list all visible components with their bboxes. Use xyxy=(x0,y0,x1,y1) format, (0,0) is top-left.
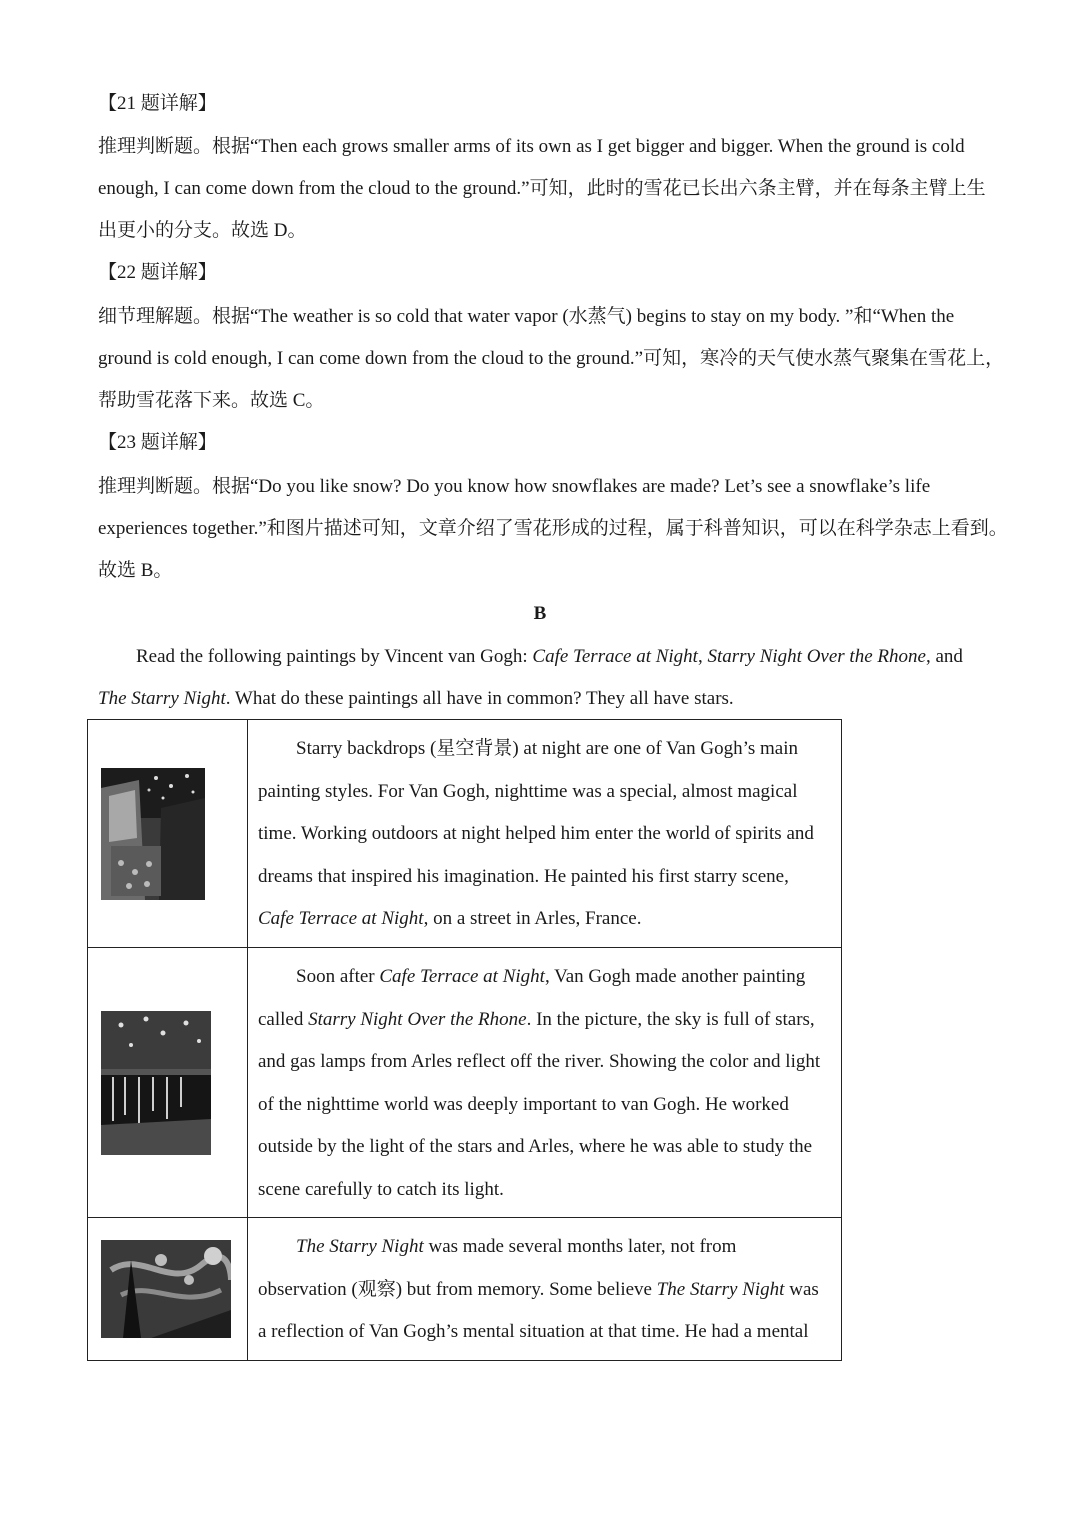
painting-image xyxy=(101,768,205,900)
painting-image xyxy=(101,1240,231,1338)
row-text-segment: was made several months later, not from xyxy=(423,1236,737,1258)
q22-line-2: ground is cold enough, I can come down from the cloud to the ground.”可知，寒冷的天气使水蒸气聚集在雪花上， xyxy=(98,348,1005,369)
q21-line-1: 推理判断题。根据“Then each grows smaller arms of its own as I get bigger and bigger. When the ground is cold xyxy=(98,136,965,157)
row-line xyxy=(258,1311,833,1354)
intro-text: . What do these paintings all have in common? They all have stars. xyxy=(225,688,734,709)
row-line xyxy=(258,956,833,999)
painting-title-rhone: Starry Night Over the Rhone xyxy=(707,646,926,667)
row-text-segment: of the nighttime world was deeply important to van Gogh. He worked xyxy=(258,1093,789,1115)
q23-line-2: experiences together.”和图片描述可知，文章介绍了雪花形成的过程，属于科普知识，可以在科学杂志上看到。 xyxy=(98,518,1008,539)
row-text-segment: and gas lamps from Arles reflect off the river. Showing the color and light xyxy=(258,1051,821,1072)
painting-title: The Starry Night xyxy=(296,1236,424,1258)
section-b-title: B xyxy=(533,603,547,624)
painting-description xyxy=(248,720,842,948)
q22-heading: 【22 题详解】 xyxy=(98,262,217,283)
painting-cell xyxy=(88,948,248,1218)
row-line xyxy=(258,1169,833,1212)
row-line xyxy=(258,999,833,1042)
row-text xyxy=(258,728,833,941)
q21-heading: 【21 题详解】 xyxy=(98,93,217,114)
painting-cell xyxy=(88,1218,248,1361)
q21-line-3: 出更小的分支。故选 D。 xyxy=(98,220,307,241)
row-line xyxy=(258,856,833,899)
painting-cell xyxy=(88,720,248,948)
paintings-table xyxy=(87,719,842,1361)
row-text-segment: painting styles. For Van Gogh, nighttime was a special, almost magical xyxy=(258,780,798,802)
q23-heading: 【23 题详解】 xyxy=(98,432,217,453)
intro-text: , and xyxy=(925,646,963,667)
row-text-segment: dreams that inspired his imagination. He painted his first starry scene, xyxy=(258,865,789,887)
row-line xyxy=(258,813,833,856)
row-text-segment: observation (观察) but from memory. Some believe xyxy=(258,1278,657,1300)
row-text-segment: Soon after xyxy=(296,966,380,987)
painting-image xyxy=(101,1011,211,1155)
q21-line-2: enough, I can come down from the cloud to the ground.”可知，此时的雪花已长出六条主臂，并在每条主臂上生 xyxy=(98,178,986,199)
intro-text: Read the following paintings by Vincent van Gogh: xyxy=(136,646,533,667)
row-line xyxy=(258,898,833,941)
row-line xyxy=(258,1084,833,1127)
table-row xyxy=(88,720,842,948)
painting-title-starry: The Starry Night xyxy=(98,688,226,709)
section-b-intro-line-1 xyxy=(136,645,963,669)
row-text-segment: time. Working outdoors at night helped him enter the world of spirits and xyxy=(258,823,814,845)
row-line xyxy=(258,1041,833,1084)
painting-title: Cafe Terrace at Night xyxy=(258,908,424,930)
row-line xyxy=(258,728,833,771)
painting-title: Starry Night Over the Rhone xyxy=(308,1008,527,1030)
q22-line-1: 细节理解题。根据“The weather is so cold that water vapor (水蒸气) begins to stay on my body. ”和“When the xyxy=(98,306,955,327)
section-b-intro-line-2 xyxy=(98,687,734,711)
painting-title: Cafe Terrace at Night xyxy=(379,966,545,987)
row-text-segment: , on a street in Arles, France. xyxy=(423,908,642,930)
row-text-segment: was xyxy=(784,1278,819,1300)
intro-text: , xyxy=(697,646,708,667)
row-line xyxy=(258,771,833,814)
row-text-segment: called xyxy=(258,1008,309,1030)
row-text-segment: scene carefully to catch its light. xyxy=(258,1178,504,1200)
q23-line-3: 故选 B。 xyxy=(98,560,173,581)
row-line xyxy=(258,1269,833,1312)
row-text-segment: , Van Gogh made another painting xyxy=(544,966,806,987)
row-text-segment: Starry backdrops (星空背景) at night are one of Van Gogh’s main xyxy=(296,738,798,760)
row-text-segment: a reflection of Van Gogh’s mental situation at that time. He had a mental xyxy=(258,1321,809,1343)
painting-title-cafe: Cafe Terrace at Night xyxy=(532,646,698,667)
row-text-segment: outside by the light of the stars and Arles, where he was able to study the xyxy=(258,1136,813,1157)
row-line xyxy=(258,1126,833,1169)
painting-description xyxy=(248,1218,842,1361)
painting-description xyxy=(248,948,842,1218)
table-row xyxy=(88,1218,842,1361)
row-line xyxy=(258,1226,833,1269)
row-text-segment: . In the picture, the sky is full of stars, xyxy=(526,1008,815,1030)
row-text xyxy=(258,956,833,1211)
painting-title: The Starry Night xyxy=(656,1278,785,1300)
q22-line-3: 帮助雪花落下来。故选 C。 xyxy=(98,390,325,411)
table-row xyxy=(88,948,842,1218)
row-text xyxy=(258,1226,833,1354)
q23-line-1: 推理判断题。根据“Do you like snow? Do you know how snowflakes are made? Let’s see a snowflake’s life xyxy=(98,476,931,497)
